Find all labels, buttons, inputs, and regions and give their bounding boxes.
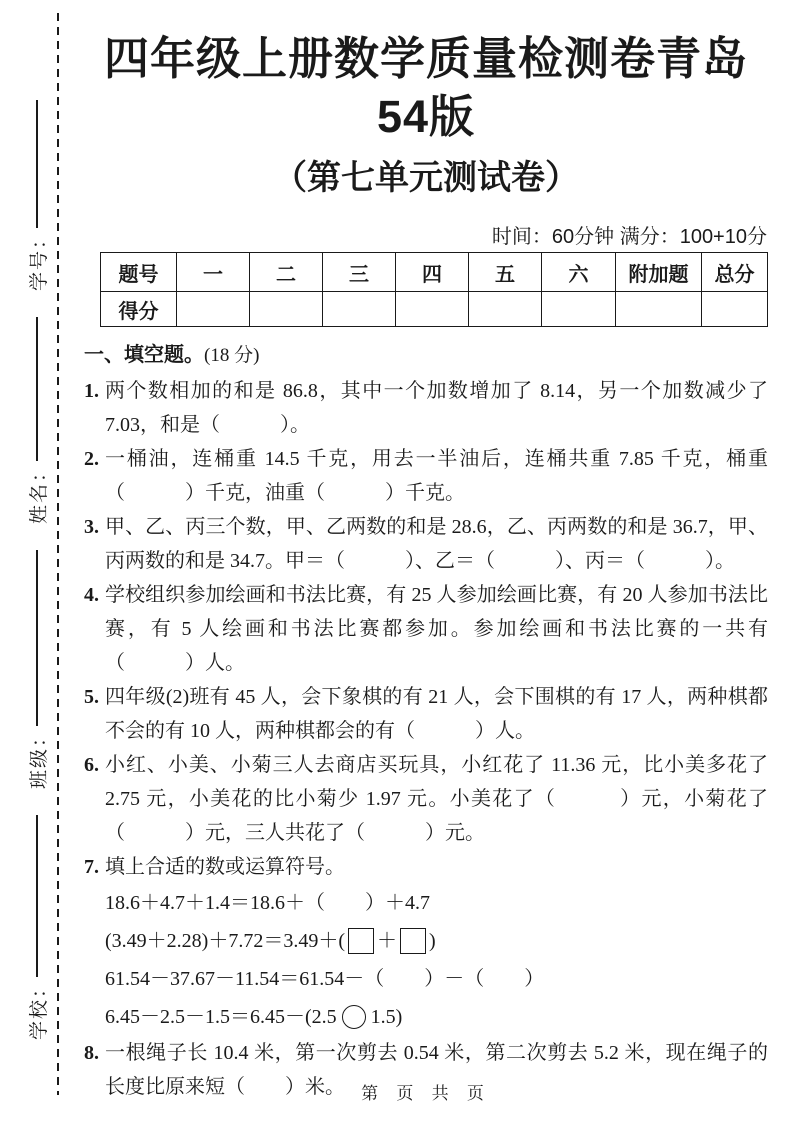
class-field	[24, 550, 51, 789]
score-table-col-4: 四	[396, 253, 469, 292]
score-cell[interactable]	[542, 292, 616, 327]
score-table-corner: 题号	[101, 253, 177, 292]
score-cell[interactable]	[616, 292, 702, 327]
question-6	[84, 748, 768, 850]
answer-box[interactable]	[348, 928, 374, 954]
expression-text: ＋	[376, 930, 397, 952]
score-cell[interactable]	[396, 292, 469, 327]
question-text: 小红、小美、小菊三人去商店买玩具，小红花了 11.36 元，比小美多花了 2.75 元，小美花的比小菊少 1.97 元。小美花了（ ）元，小菊花了（ ）元，三人共花了（ ）元。	[105, 754, 768, 844]
question-number: 4.	[84, 584, 99, 606]
class-blank-line[interactable]	[36, 550, 38, 726]
score-row-label: 得分	[101, 292, 177, 327]
question-7	[84, 850, 768, 1036]
score-table-header-row	[101, 253, 768, 292]
question-number: 2.	[84, 448, 99, 470]
question-list	[84, 374, 768, 1104]
expression-text: )	[428, 930, 436, 952]
score-cell[interactable]	[177, 292, 250, 327]
time-and-score-info: 时间：60分钟 满分：100+10分	[491, 226, 767, 248]
score-table-col-3: 三	[323, 253, 396, 292]
question-number: 8.	[84, 1042, 99, 1064]
score-table	[100, 252, 768, 327]
operator-circle[interactable]	[342, 1005, 366, 1029]
answer-box[interactable]	[400, 928, 426, 954]
question-number: 6.	[84, 754, 99, 776]
question-text: 一根绳子长 10.4 米，第一次剪去 0.54 米，第二次剪去 5.2 米，现在绳子的长度比原来短（ ）米。	[105, 1042, 768, 1098]
score-table-col-total: 总分	[702, 253, 768, 292]
question-7-expression-2	[105, 922, 768, 960]
score-table-col-6: 六	[542, 253, 616, 292]
school-blank-line[interactable]	[36, 815, 38, 977]
question-2	[84, 442, 768, 510]
student-id-label: 学号：	[28, 227, 50, 291]
score-cell[interactable]	[702, 292, 768, 327]
school-field	[24, 815, 51, 1040]
section-heading	[84, 340, 768, 371]
question-number: 7.	[84, 856, 99, 878]
question-text: 学校组织参加绘画和书法比赛，有 25 人参加绘画比赛，有 20 人参加书法比赛，有 5 人绘画和书法比赛都参加。参加绘画和书法比赛的一共有（ ）人。	[105, 584, 768, 674]
score-table-col-extra: 附加题	[616, 253, 702, 292]
student-id-field	[24, 100, 51, 291]
question-7-expression-1: 18.6＋4.7＋1.4＝18.6＋（ ）＋4.7	[105, 892, 430, 914]
section-title: 一、填空题。	[84, 344, 204, 366]
name-blank-line[interactable]	[36, 317, 38, 461]
question-7-expression-4	[105, 998, 768, 1036]
page-subtitle: （第七单元测试卷）	[273, 159, 579, 197]
question-number: 1.	[84, 380, 99, 402]
score-table-col-2: 二	[250, 253, 323, 292]
question-number: 3.	[84, 516, 99, 538]
school-label: 学校：	[28, 976, 50, 1040]
score-table-col-1: 一	[177, 253, 250, 292]
question-text: 两个数相加的和是 86.8，其中一个加数增加了 8.14，另一个加数减少了7.03，和是（ ）。	[105, 380, 768, 436]
student-id-blank-line[interactable]	[36, 100, 38, 228]
page-title: 四年级上册数学质量检测卷青岛54版	[103, 33, 748, 142]
question-text: 一桶油，连桶重 14.5 千克，用去一半油后，连桶共重 7.85 千克，桶重（ ）千克，油重（ ）千克。	[105, 448, 768, 504]
question-3	[84, 510, 768, 578]
question-text: 填上合适的数或运算符号。	[105, 856, 345, 878]
expression-text: 6.45－2.5－1.5＝6.45－(2.5	[105, 1006, 337, 1028]
expression-text: (3.49＋2.28)＋7.72＝3.49＋(	[105, 930, 345, 952]
student-info-margin	[14, 84, 60, 1040]
question-7-expression-3: 61.54－37.67－11.54＝61.54－（ ）－（ ）	[105, 968, 545, 990]
expression-text: 1.5)	[370, 1006, 403, 1028]
score-cell[interactable]	[469, 292, 542, 327]
name-field	[24, 317, 51, 524]
paper-content	[84, 0, 768, 1104]
question-1	[84, 374, 768, 442]
name-label: 姓名：	[28, 460, 50, 524]
question-number: 5.	[84, 686, 99, 708]
section-points: (18 分)	[204, 345, 260, 366]
question-5	[84, 680, 768, 748]
score-cell[interactable]	[250, 292, 323, 327]
question-text: 甲、乙、丙三个数，甲、乙两数的和是 28.6，乙、丙两数的和是 36.7，甲、丙两数的和是 34.7。甲＝（ ）、乙＝（ ）、丙＝（ ）。	[105, 516, 768, 572]
score-cell[interactable]	[323, 292, 396, 327]
score-table-col-5: 五	[469, 253, 542, 292]
question-text: 四年级(2)班有 45 人，会下象棋的有 21 人，会下围棋的有 17 人，两种棋都不会的有 10 人，两种棋都会的有（ ）人。	[105, 686, 768, 742]
score-table-score-row	[101, 292, 768, 327]
page-footer: 第 页 共 页	[361, 1084, 491, 1103]
question-4	[84, 578, 768, 680]
class-label: 班级：	[28, 725, 50, 789]
